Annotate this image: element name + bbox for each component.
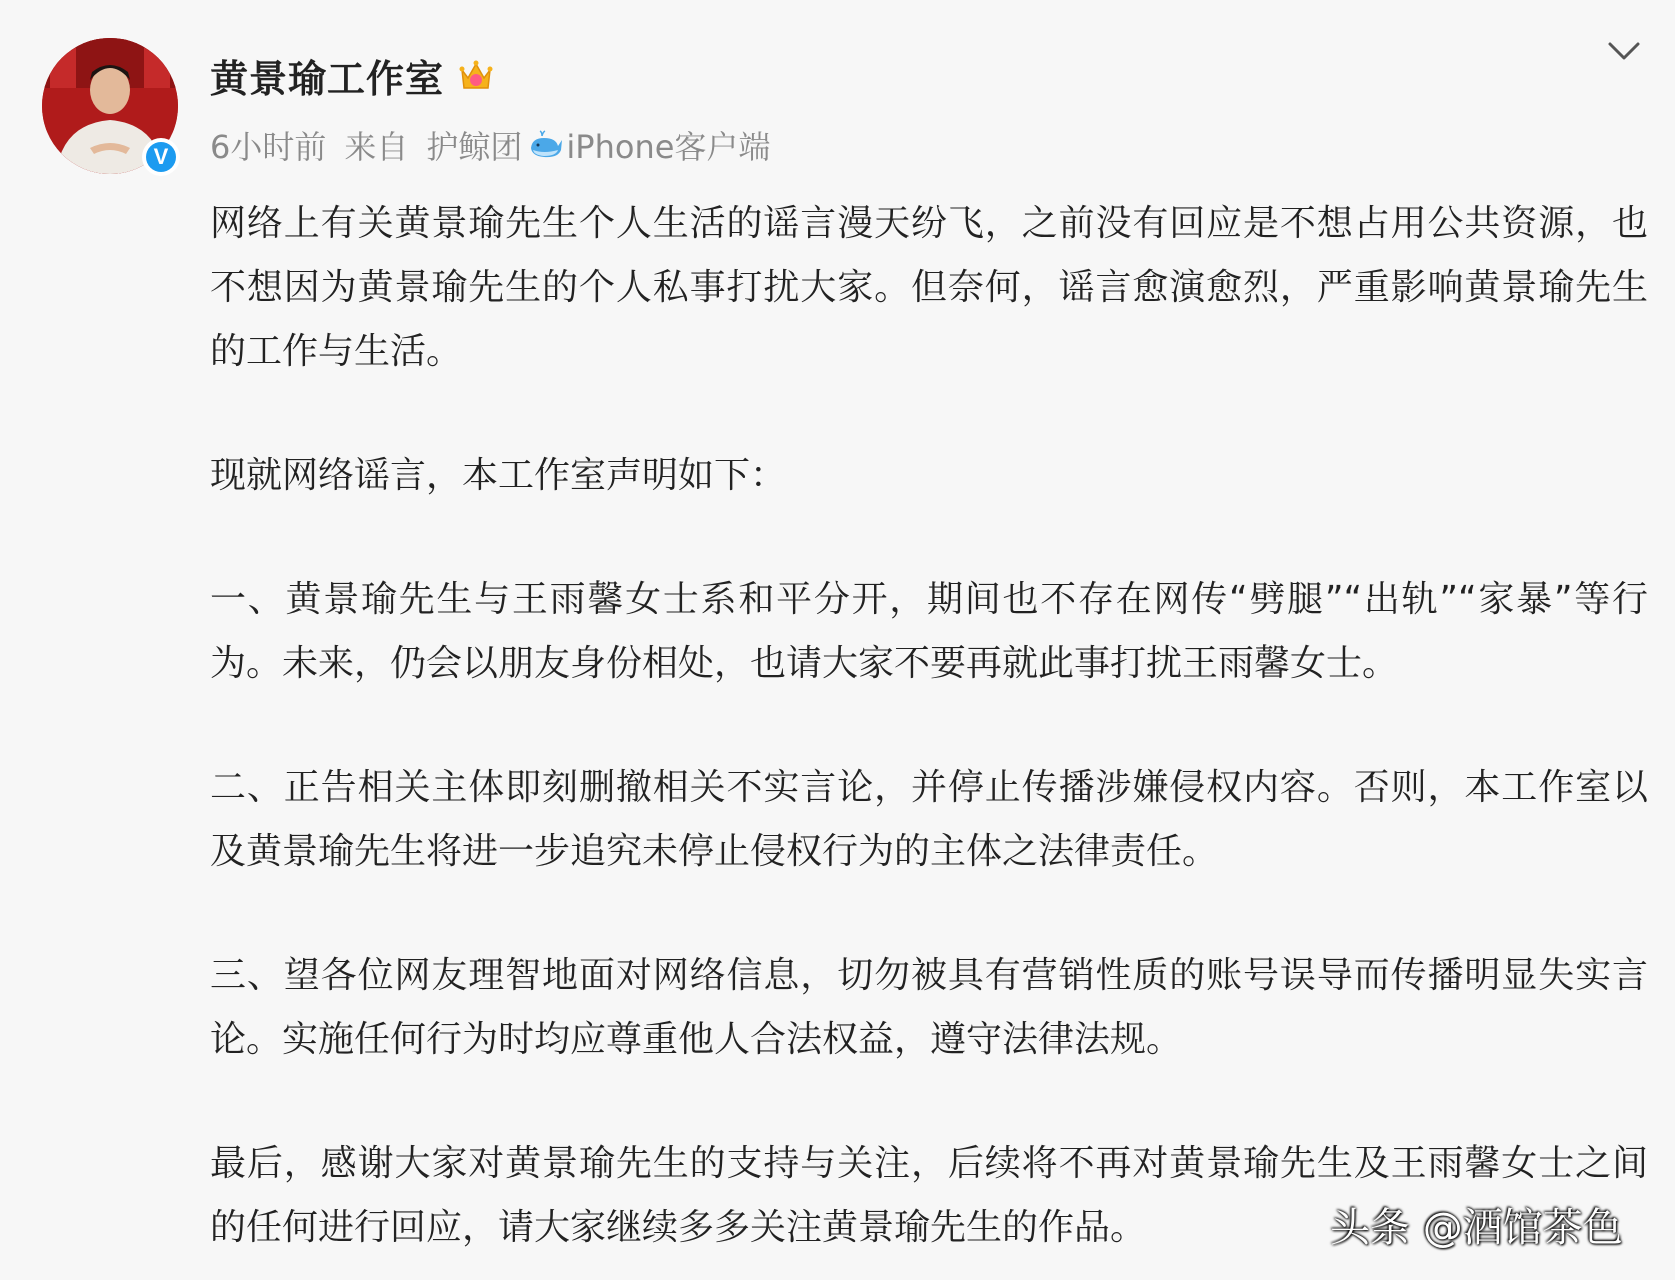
post-paragraph: 三、望各位网友理智地面对网络信息，切勿被具有营销性质的账号误导而传播明显失实言论。实施任何行为时均应尊重他人合法权益，遵守法律法规。 (210, 955, 1648, 1060)
source-prefix: 来自 (344, 128, 409, 166)
account-header (210, 48, 496, 103)
crown-badge-icon[interactable] (456, 56, 496, 96)
whale-icon (528, 130, 564, 160)
post-body (210, 192, 1648, 1260)
post-paragraph: 二、正告相关主体即刻删撤相关不实言论，并停止传播涉嫌侵权内容。否则，本工作室以及黄景瑜先生将进一步追究未停止侵权行为的主体之法律责任。 (210, 767, 1648, 872)
post-paragraph: 现就网络谣言，本工作室声明如下： (210, 455, 787, 496)
account-name[interactable]: 黄景瑜工作室 (210, 57, 445, 101)
post-paragraph: 网络上有关黄景瑜先生个人生活的谣言漫天纷飞，之前没有回应是不想占用公共资源，也不想因为黄景瑜先生的个人私事打扰大家。但奈何，谣言愈演愈烈，严重影响黄景瑜先生的工作与生活。 (210, 203, 1648, 372)
post-paragraph: 最后，感谢大家对黄景瑜先生的支持与关注，后续将不再对黄景瑜先生及王雨馨女士之间的任何进行回应，请大家继续多多关注黄景瑜先生的作品。 (210, 1143, 1648, 1248)
post-meta (210, 122, 770, 168)
post-paragraph: 一、黄景瑜先生与王雨馨女士系和平分开，期间也不存在网传“劈腿”“出轨”“家暴”等行为。未来，仍会以朋友身份相处，也请大家不要再就此事打扰王雨馨女士。 (210, 579, 1648, 684)
client-name[interactable]: iPhone客户端 (566, 128, 771, 166)
verified-v-icon: V (142, 138, 180, 176)
post-time[interactable]: 6小时前 (210, 128, 327, 166)
chevron-down-icon[interactable] (1606, 36, 1642, 64)
avatar[interactable] (42, 38, 184, 180)
watermark: 头条 @酒馆茶色 (1330, 1205, 1623, 1251)
source-name[interactable]: 护鲸团 (426, 128, 523, 166)
